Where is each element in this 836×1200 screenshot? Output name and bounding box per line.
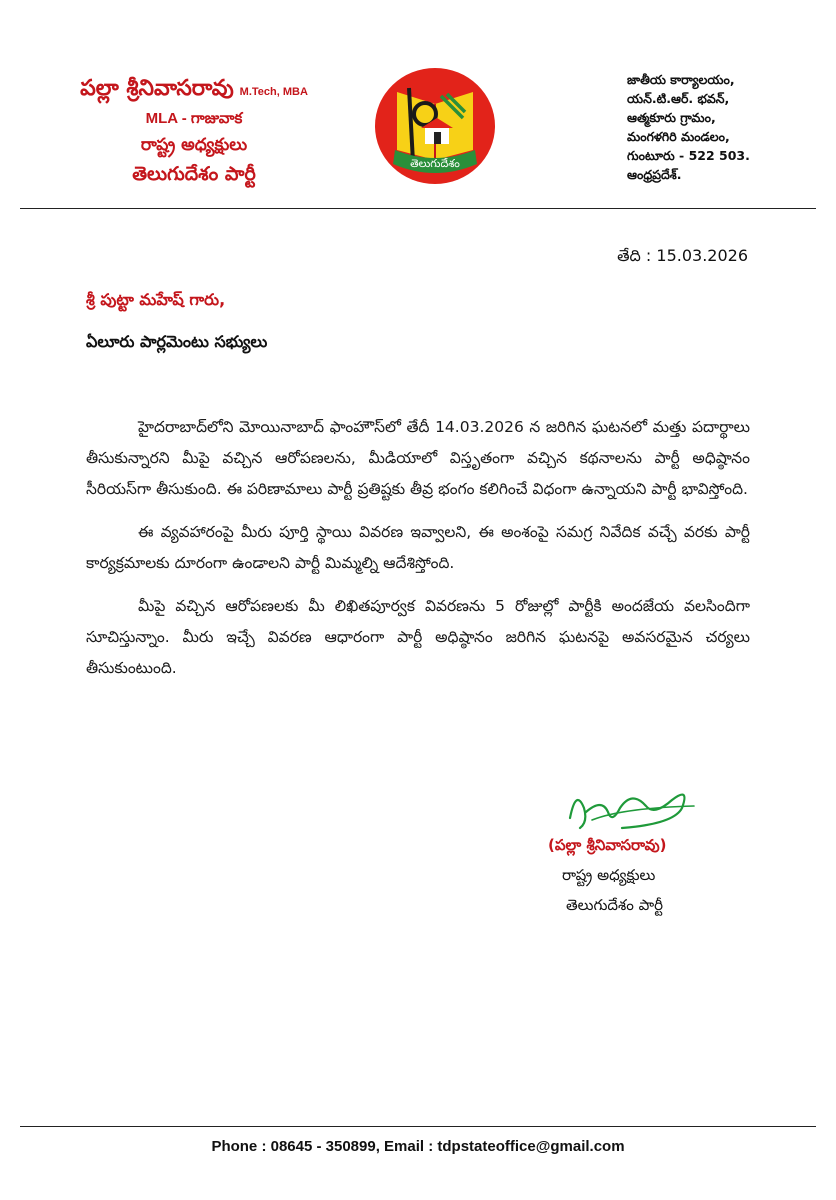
sender-name: పల్లా శ్రీనివాసరావు [80, 76, 234, 101]
address-line: మంగళగిరి మండలం, [627, 129, 730, 144]
address-line: ఆత్మకూరు గ్రామం, [627, 110, 716, 125]
signatory-role: రాష్ట్ర అధ్యక్షులు [562, 866, 656, 884]
footer-contact: Phone : 08645 - 350899, Email : tdpstateoffice@gmail.com [211, 1138, 625, 1155]
logo-wordmark: తెలుగుదేశం [410, 157, 460, 170]
sender-name-row [44, 76, 344, 106]
recipient-salutation: శ్రీ పుట్టా మహేష్ గారు, [86, 290, 226, 309]
signatory-name: (పల్లా శ్రీనివాసరావు) [548, 836, 667, 854]
address-line: జాతీయ కార్యాలయం, [627, 72, 735, 87]
letterhead-address [627, 70, 827, 184]
address-line: ఆంధ్రప్రదేశ్. [627, 167, 682, 182]
address-line: గుంటూరు - 522 503. [627, 148, 750, 163]
letter-body [86, 412, 750, 696]
address-line: యన్.టి.ఆర్. భవన్, [627, 91, 730, 106]
sender-party: తెలుగుదేశం పార్టీ [132, 163, 256, 185]
recipient-designation: ఏలూరు పార్లమెంటు సభ్యులు [86, 332, 268, 351]
sender-degree: M.Tech, MBA [239, 86, 308, 98]
party-logo [373, 66, 497, 186]
body-paragraph: మీపై వచ్చిన ఆరోపణలకు మీ లిఖితపూర్వక వివరణను 5 రోజుల్లో పార్టీకి అందజేయ వలసిందిగా సూచిస్తున్నాం. మీరు ఇచ్చే వివరణ ఆధారంగా పార్టీ అధిష్ఠానం జరిగిన ఘటనపై అవసరమైన చర్యలు తీసుకుంటుంది. [86, 597, 750, 677]
footer-divider [20, 1126, 816, 1127]
sender-mla-constituency: MLA - గాజువాక [145, 110, 243, 127]
sender-role: రాష్ట్ర అధ్యక్షులు [140, 135, 248, 155]
signatory-party: తెలుగుదేశం పార్టీ [566, 896, 664, 914]
letter-date: తేది : 15.03.2026 [617, 246, 748, 265]
body-paragraph: హైదరాబాద్‌లోని మోయినాబాద్ ఫాంహౌస్‌లో తేదీ 14.03.2026 న జరిగిన ఘటనలో మత్తు పదార్థాలు తీసుకున్నారని మీపై వచ్చిన ఆరోపణలను, మీడియాలో విస్తృతంగా వచ్చిన కథనాలను పార్టీ అధిష్ఠానం సీరియస్‌గా తీసుకుంది. ఈ పరిణామాలు పార్టీ ప్రతిష్టకు తీవ్ర భంగం కలిగించే విధంగా ఉన్నాయని పార్టీ భావిస్తోంది. [86, 418, 750, 498]
letterhead-sender [44, 76, 344, 190]
header-divider [20, 208, 816, 209]
handwritten-signature [562, 778, 702, 840]
body-paragraph: ఈ వ్యవహారంపై మీరు పూర్తి స్థాయి వివరణ ఇవ్వాలని, ఈ అంశంపై సమగ్ర నివేదిక వచ్చే వరకు పార్టీ కార్యక్రమాలకు దూరంగా ఉండాలని పార్టీ మిమ్మల్ని ఆదేశిస్తోంది. [86, 523, 750, 572]
